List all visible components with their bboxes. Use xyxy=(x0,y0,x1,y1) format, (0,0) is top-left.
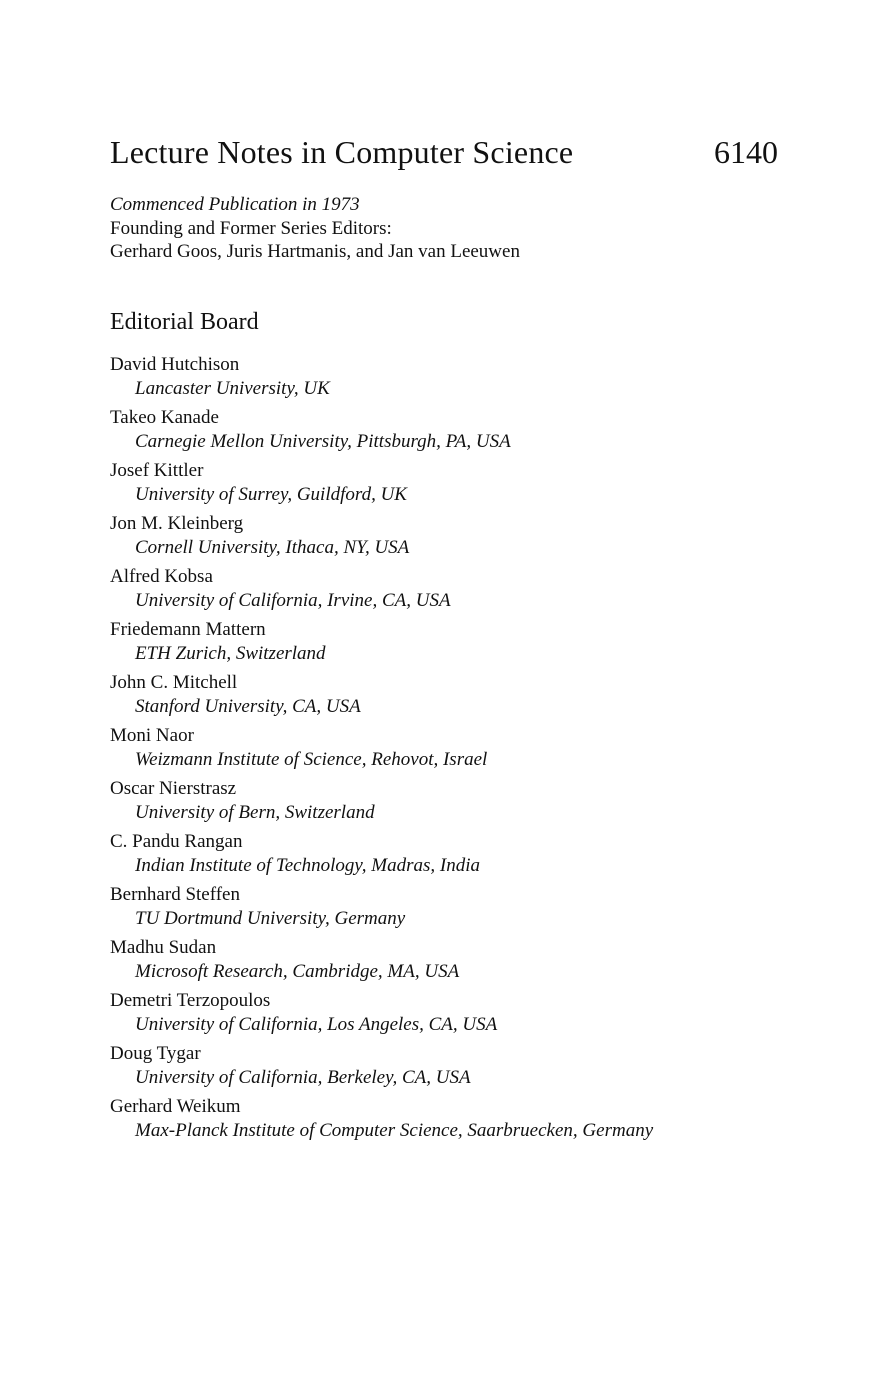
editor-affiliation: Carnegie Mellon University, Pittsburgh, PA, USA xyxy=(135,431,511,452)
editor-affiliation: University of California, Berkeley, CA, USA xyxy=(135,1067,471,1088)
series-title-row xyxy=(110,134,778,170)
editor-affiliation: Max-Planck Institute of Computer Science, Saarbruecken, Germany xyxy=(135,1120,654,1141)
founding-editors-names: Gerhard Goos, Juris Hartmanis, and Jan van Leeuwen xyxy=(110,241,520,262)
editor-name: Gerhard Weikum xyxy=(110,1096,241,1117)
list-item xyxy=(110,618,810,666)
founding-editors-label: Founding and Former Series Editors: xyxy=(110,217,392,239)
editor-affiliation: University of Surrey, Guildford, UK xyxy=(135,484,407,505)
editor-name: Demetri Terzopoulos xyxy=(110,990,271,1011)
editor-affiliation: University of California, Los Angeles, CA, USA xyxy=(135,1014,498,1035)
editor-affiliation: Indian Institute of Technology, Madras, India xyxy=(135,855,480,876)
commenced-publication-note: Commenced Publication in 1973 xyxy=(110,194,360,215)
series-title: Lecture Notes in Computer Science xyxy=(110,134,574,170)
editor-name: Oscar Nierstrasz xyxy=(110,778,237,799)
list-item xyxy=(110,512,810,560)
editor-name: Jon M. Kleinberg xyxy=(110,513,244,534)
editor-name: John C. Mitchell xyxy=(110,672,238,693)
editor-name: Alfred Kobsa xyxy=(110,566,213,587)
editor-name: Josef Kittler xyxy=(110,460,204,481)
editor-name: Moni Naor xyxy=(110,725,194,746)
list-item xyxy=(110,724,810,772)
editorial-board-heading: Editorial Board xyxy=(110,309,259,335)
editor-affiliation: Stanford University, CA, USA xyxy=(135,696,361,717)
editor-name: Takeo Kanade xyxy=(110,407,219,428)
list-item xyxy=(110,936,810,984)
editor-affiliation: Cornell University, Ithaca, NY, USA xyxy=(135,537,410,558)
series-notes xyxy=(110,193,778,264)
list-item xyxy=(110,989,810,1037)
list-item xyxy=(110,777,810,825)
list-item xyxy=(110,883,810,931)
editor-affiliation: Weizmann Institute of Science, Rehovot, Israel xyxy=(135,749,488,770)
editor-affiliation: ETH Zurich, Switzerland xyxy=(135,643,326,664)
editor-affiliation: TU Dortmund University, Germany xyxy=(135,908,406,929)
volume-number: 6140 xyxy=(714,134,778,170)
editor-name: C. Pandu Rangan xyxy=(110,831,243,852)
list-item xyxy=(110,459,810,507)
list-item xyxy=(110,830,810,878)
editor-name: Friedemann Mattern xyxy=(110,619,266,640)
list-item xyxy=(110,565,810,613)
editorial-board-list xyxy=(110,353,810,1148)
list-item xyxy=(110,1042,810,1090)
editor-name: Doug Tygar xyxy=(110,1043,201,1064)
editor-name: Bernhard Steffen xyxy=(110,884,240,905)
list-item xyxy=(110,353,810,401)
editor-affiliation: University of California, Irvine, CA, USA xyxy=(135,590,451,611)
editor-name: David Hutchison xyxy=(110,354,240,375)
editor-affiliation: Microsoft Research, Cambridge, MA, USA xyxy=(135,961,460,982)
editor-name: Madhu Sudan xyxy=(110,937,217,958)
list-item xyxy=(110,671,810,719)
list-item xyxy=(110,1095,810,1143)
editor-affiliation: Lancaster University, UK xyxy=(135,378,330,399)
list-item xyxy=(110,406,810,454)
editor-affiliation: University of Bern, Switzerland xyxy=(135,802,375,823)
